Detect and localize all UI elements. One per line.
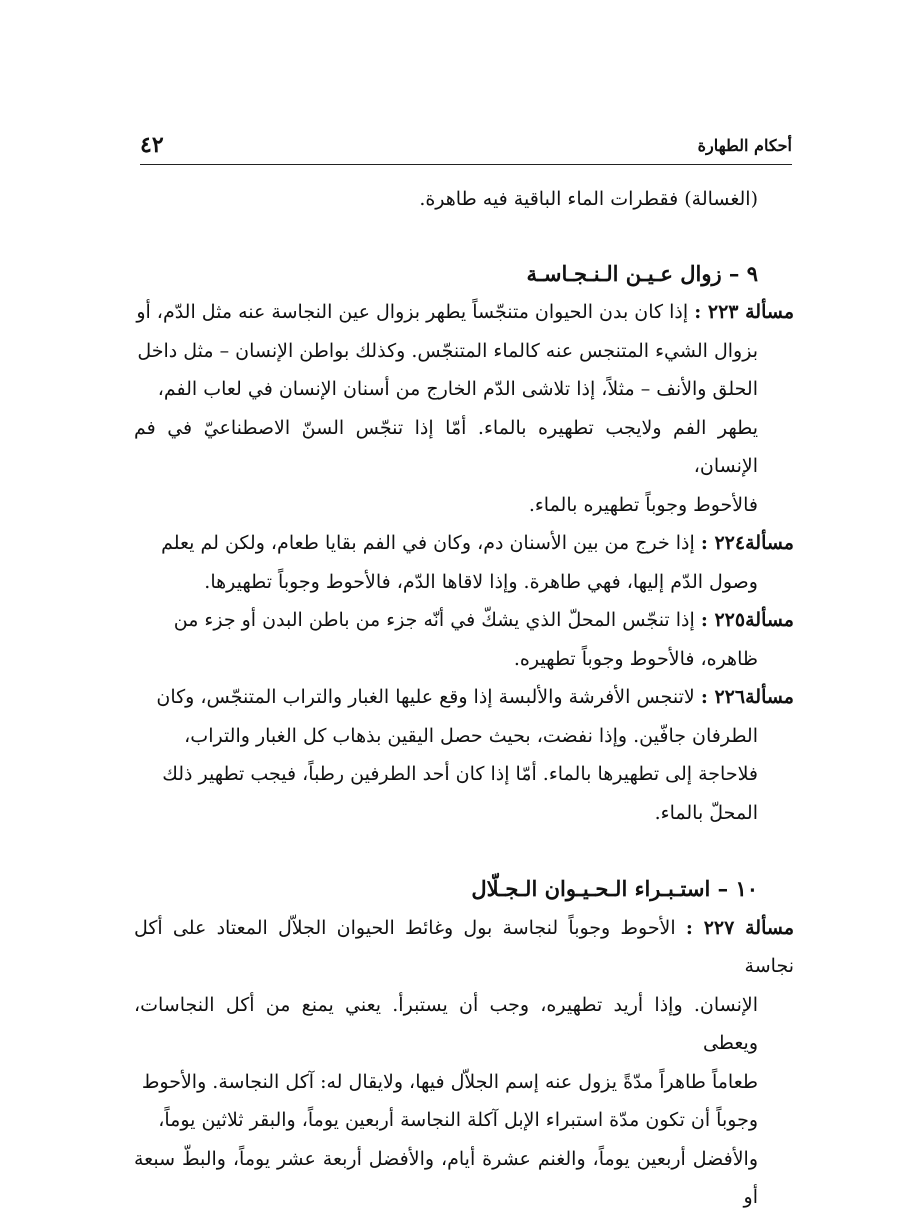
issue-line: إذا تنجّس المحلّ الذي يشكّ في أنّه جزء من باطن البدن أو جزء من bbox=[173, 609, 695, 631]
page-body bbox=[134, 180, 794, 1217]
issue-224 bbox=[134, 524, 794, 601]
issue-line: يطهر الفم ولايجب تطهيره بالماء. أمّا إذا تنجّس السنّ الاصطناعيّ في فم الإنسان، bbox=[134, 416, 758, 477]
issue-line: ظاهره، فالأحوط وجوباً تطهيره. bbox=[513, 647, 758, 670]
issue-line: طعاماً طاهراً مدّةً يزول عنه إسم الجلاّل فيها، ولايقال له: آكل النجاسة. والأحوط bbox=[141, 1070, 758, 1093]
issue-line: الإنسان. وإذا أريد تطهيره، وجب أن يستبرأ. يعني يمنع من أكل النجاسات، ويعطى bbox=[134, 993, 758, 1054]
section-heading: ٩ – زوال عـيـن الـنـجـاسـة bbox=[526, 260, 758, 286]
issue-line: والأفضل أربعين يوماً، والغنم عشرة أيام، والأفضل أربعة عشر يوماً، والبطّ سبعة أو bbox=[134, 1147, 758, 1208]
section-heading: ١٠ – استـبـراء الـحـيـوان الـجـلّال bbox=[471, 876, 758, 901]
issue-225 bbox=[134, 601, 794, 678]
header-title: أحكام الطهارة bbox=[697, 136, 792, 155]
issue-label: مسألة٢٢٥ : bbox=[700, 609, 794, 631]
intro-line: (الغسالة) فقطرات الماء الباقية فيه طاهرة. bbox=[419, 188, 758, 210]
issue-line: وصول الدّم إليها، فهي طاهرة. وإذا لاقاها الدّم، فالأحوط وجوباً تطهيرها. bbox=[204, 570, 758, 593]
issue-line: إذا كان بدن الحيوان متنجّساً يطهر بزوال عين النجاسة عنه مثل الدّم، أو bbox=[136, 301, 689, 323]
issue-line: وجوباً أن تكون مدّة استبراء الإبل آكلة النجاسة أربعين يوماً، والبقر ثلاثين يوماً، bbox=[158, 1109, 758, 1131]
issue-line: فالأحوط وجوباً تطهيره بالماء. bbox=[528, 493, 758, 516]
issue-line: الحلق والأنف – مثلاً، إذا تلاشى الدّم الخارج من أسنان الإنسان في لعاب الفم، bbox=[157, 378, 758, 400]
issue-226 bbox=[134, 678, 794, 832]
page-number: ٤٢ bbox=[140, 132, 164, 158]
issue-line: بزوال الشيء المتنجس عنه كالماء المتنجّس. وكذلك بواطن الإنسان – مثل داخل bbox=[137, 339, 758, 362]
running-header bbox=[140, 134, 792, 165]
issue-line: الأحوط وجوباً لنجاسة بول وغائط الحيوان الجلاّل المعتاد على أكل نجاسة bbox=[134, 916, 794, 977]
issue-label: مسألة ٢٢٧ : bbox=[685, 916, 794, 939]
issue-line: فلاحاجة إلى تطهيرها بالماء. أمّا إذا كان أحد الطرفين رطباً، فيجب تطهير ذلك bbox=[162, 763, 758, 785]
issue-line: إذا خرج من بين الأسنان دم، وكان في الفم بقايا طعام، ولكن لم يعلم bbox=[161, 532, 695, 554]
issue-label: مسألة٢٢٤ : bbox=[700, 532, 794, 554]
issue-223 bbox=[134, 293, 794, 524]
issue-label: مسألة ٢٢٣ : bbox=[694, 301, 794, 323]
issue-line: المحلّ بالماء. bbox=[654, 801, 758, 824]
issue-line: الطرفان جافّين. وإذا نفضت، بحيث حصل اليقين بذهاب كل الغبار والتراب، bbox=[184, 724, 758, 747]
issue-line: لاتنجس الأفرشة والألبسة إذا وقع عليها الغبار والتراب المتنجّس، وكان bbox=[156, 686, 695, 708]
issue-227 bbox=[134, 909, 794, 1217]
issue-label: مسألة٢٢٦ : bbox=[700, 686, 794, 708]
